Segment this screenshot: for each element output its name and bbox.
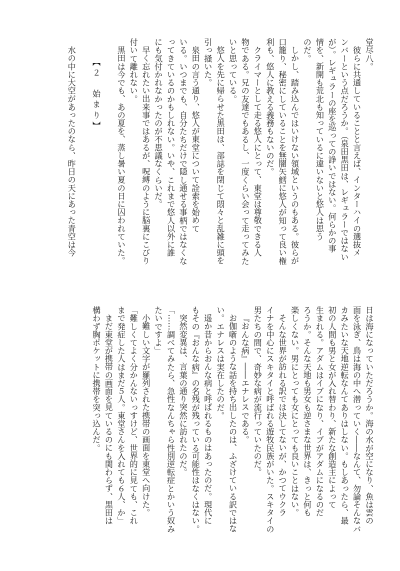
text-line: 物である。兄の友達でもあるし、一度くらい会って走ってみた (240, 38, 251, 265)
text-line: 突然変異は、言葉の通り突然に訪れたのだ。 (178, 314, 189, 477)
text-line: 彼らに共通していることと言えば、インターハイの選抜メ (352, 46, 363, 257)
text-line: 『おんな病』――エナレスである。 (240, 314, 251, 444)
text-line: 付いて離れない。 (129, 38, 140, 103)
text-line: 遥か昔からおんな病と呼ばれるものはあったのだ。現代に (203, 314, 214, 525)
dialogue-line: 「難しくてよく分かんないっすけど、世界的に見ても、これ (129, 306, 140, 525)
text-line: そんな世界が訪れる訳では決してないが、かつてウクラ (278, 314, 289, 517)
text-line: 早く忘れたい出来事ではあるが、呪縛のように脳裏にこびり (141, 46, 152, 265)
text-line: カみたいな天地逆転なんてありはしない。もしあったら、最 (340, 306, 351, 525)
text-line: お伽噺のような話を持ち出したのは、ふざけている訳ではな (228, 314, 239, 533)
text-line: ってきているのかもしれない。いや、これまで悠人以外に誰 (166, 38, 177, 257)
text-line: が）。レギュラーの座を巡っての諍いではない。何らかの事 (327, 38, 338, 253)
text-line: 日は海になっていただろうか。海の水が空になり、魚は雲の (365, 306, 375, 525)
text-line: 引っ掻いた。 (203, 38, 214, 87)
text-line: 悠人を先に帰らせた黒田は、部誌を閉じて悶々と乱雑に頭を (216, 46, 227, 265)
section-heading: 【２ 始まり】 (92, 58, 103, 132)
text-line: 泉田の言う通り、悠人が東堂について詮索を始めて (191, 46, 202, 233)
text-line: まだ東堂が携帯の画面を見ているのにも関わらず、黒田は (104, 314, 115, 525)
text-line: クライマーとして走る悠人にとって、東堂は尊敬できる人 (253, 46, 264, 257)
text-line: い。エナレスは実在したのだ。 (216, 306, 227, 420)
text-line: 初の人間も男と女が入れ替わり、新たな創造主によって (327, 306, 338, 509)
dialogue-line: まで発症した人はまだ５人。東堂さんを入れても６人、か」 (116, 306, 127, 525)
dialogue-line: たいですよ」 (154, 306, 165, 355)
text-line: にも気付かれなかったのが不思議なくらいだ。 (154, 38, 165, 209)
text-line: いと思っている。 (228, 38, 239, 103)
text-line: いる。いつまでも、自分たちだけで隠し通せる事柄ではなくな (178, 38, 189, 265)
text-line: 利も、悠人に教える義務もないのだ。 (265, 38, 276, 176)
text-line: ろうか。そんな天地も男女も逆さまな世界は、きっと何も (302, 306, 313, 517)
blank-line (103, 38, 115, 270)
dialogue-line: 「……調べてみたら、急性なんちゃら性別逆転症とかいう奴み (166, 306, 177, 533)
text-line: 情を、新開も荒北も知っているに違いないと悠人は思う (315, 38, 326, 241)
text-line: 生まれる。アダムはイブになり、イブがアダムになるのだ (315, 306, 326, 517)
blank-line (78, 38, 90, 270)
text-line: ンバーという点だろうか。（泉田黒田は、レギュラーではない (340, 38, 351, 261)
text-line: 面を泳ぎ、鳥は海の中へ潜っていく――なんて、勿論そんなバ (352, 306, 363, 533)
text-line: 黒田は今でも、あの夏を、蒸し暑い夏の日に囚われていた。 (116, 46, 127, 265)
upper-text-tier (66, 38, 376, 270)
text-line: 構わず胸ポケットに携帯を突っ込んだ。 (92, 306, 103, 452)
text-line: しかし、踏み込んではいけない領域というのもある。彼らが (290, 46, 301, 265)
text-line: 男たちの間で、奇妙な病が流行っていたのだ。 (253, 306, 264, 477)
text-line: 楽しくない。男にとっても女にとっても良いことはない。 (290, 306, 301, 517)
text-line: 堂尽八。 (365, 38, 375, 71)
text-line: イナを中心にスキタイと呼ばれる遊牧民族がいた。スキタイの (265, 306, 276, 533)
text-line: 小難しい文字が羅列された携帯の画面を東堂へ向けた。 (141, 314, 152, 517)
text-line: 口籠り、秘密にしていることを無闇矢鱈に悠人が知って良い権 (278, 38, 289, 265)
text-line: のだ。 (302, 38, 313, 63)
text-line: 水の中に大空があったのなら、昨日の天にあった青空は今 (67, 46, 78, 257)
lower-text-tier (91, 306, 376, 538)
text-line: もその『おんな病』の名残が残っている可能性はなくはない。 (191, 306, 202, 533)
